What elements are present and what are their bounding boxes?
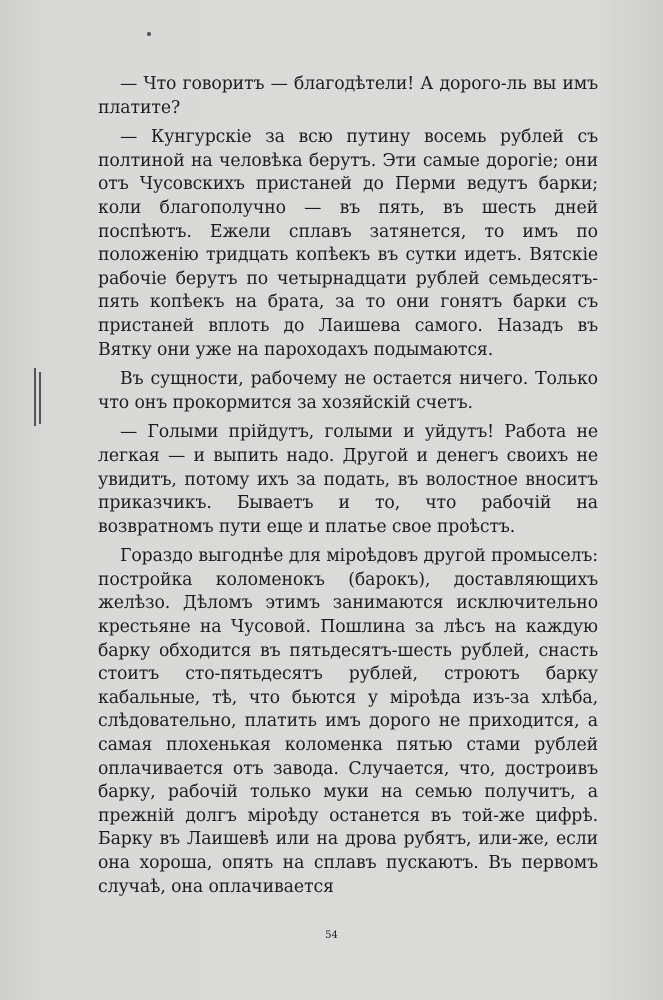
paragraph: — Кунгурскіе за всю путину восемь рублей съ полтиной на человѣка берутъ. Эти самые дорогіе; они отъ Чусовскихъ пристаней до Перми ведутъ барки; коли благополучно — въ пять, въ шесть дней поспѣютъ. Ежели сплавъ затянется, то имъ по положенію тридцать копѣекъ въ сутки идетъ. Вятскіе рабочіе берутъ по четырнадцати рублей семьдесятъ-пять копѣекъ на брата, за то они гонятъ барки съ пристаней вплоть до Лаишева самого. Назадъ въ Вятку они уже на пароходахъ подымаются. <box>98 127 598 360</box>
paragraph: — Голыми прійдутъ, голыми и уйдутъ! Работа не легкая — и выпить надо. Другой и денегъ своихъ не увидитъ, потому ихъ за подать, въ волостное вноситъ приказчикъ. Бываетъ и то, что рабочій на возвратномъ пути еще и платье свое проѣстъ. <box>98 422 598 537</box>
body-text <box>98 73 598 899</box>
paragraph: Гораздо выгоднѣе для міроѣдовъ другой промыселъ: постройка коломенокъ (барокъ), доставляющихъ желѣзо. Дѣломъ этимъ занимаются исключительно крестьяне на Чусовой. Пошлина за лѣсъ на каждую барку обходится въ пятьдесятъ-шесть рублей, снасть стоитъ сто-пятьдесятъ рублей, строютъ барку кабальные, тѣ, что бьются у міроѣда изъ-за хлѣба, слѣдовательно, платить имъ дорого не приходится, а самая плохенькая коломенка пятью стами рублей оплачивается отъ завода. Случается, что, достроивъ барку, рабочій только муки на семью получитъ, а прежній долгъ міроѣду останется въ той-же цифрѣ. Барку въ Лаишевѣ или на дрова рубятъ, или-же, если она хороша, опять на сплавъ пускаютъ. Въ первомъ случаѣ, она оплачивается <box>98 546 598 897</box>
page-number: 54 <box>325 930 338 941</box>
margin-mark <box>34 368 36 426</box>
paragraph: — Что говоритъ — благодѣтели! А дорого-ль вы имъ платите? <box>98 74 598 118</box>
paragraph: Въ сущности, рабочему не остается ничего. Только что онъ прокормится за хозяйскій счетъ. <box>98 369 598 413</box>
margin-mark <box>39 372 41 424</box>
ink-speck <box>147 32 151 36</box>
